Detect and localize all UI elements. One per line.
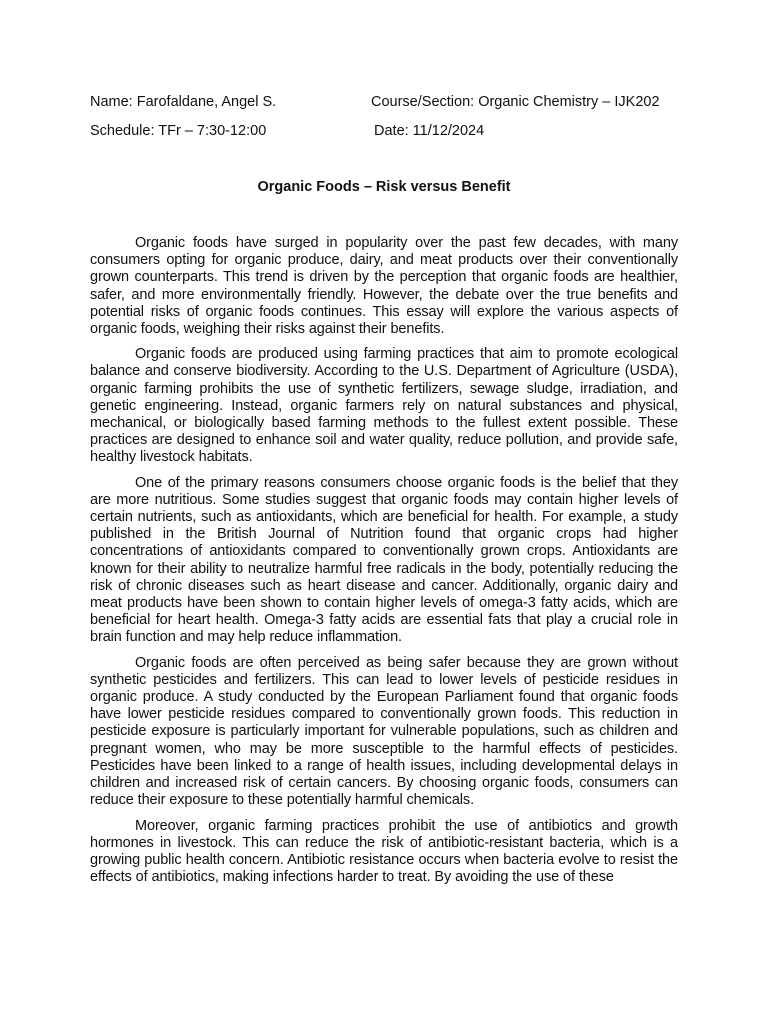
paragraph: Organic foods have surged in popularity over the past few decades, with many consumers opting for organic produce, dairy, and meat products over their conventionally grown counterparts. This trend is driven by the perception that organic foods are healthier, safer, and more environmentally friendly. However, the debate over the true benefits and potential risks of organic foods continues. This essay will explore the various aspects of organic foods, weighing their risks against their benefits. xyxy=(90,235,678,338)
header-row-2 xyxy=(90,121,690,141)
date: Date: 11/12/2024 xyxy=(374,123,485,139)
paragraph: Organic foods are produced using farming practices that aim to promote ecological balance and conserve biodiversity. According to the U.S. Department of Agriculture (USDA), organic farming prohibits the use of synthetic fertilizers, sewage sludge, irradiation, and genetic engineering. Instead, organic farmers rely on natural substances and physical, mechanical, or biologically based farming methods to the fullest extent possible. These practices are designed to enhance soil and water quality, reduce pollution, and provide safe, healthy livestock habitats. xyxy=(90,346,678,466)
student-name: Name: Farofaldane, Angel S. xyxy=(90,94,277,110)
course-section: Course/Section: Organic Chemistry – IJK202 xyxy=(371,94,660,110)
essay-title: Organic Foods – Risk versus Benefit xyxy=(257,179,511,195)
header-row-1 xyxy=(90,92,690,112)
essay-body xyxy=(90,235,678,894)
schedule: Schedule: TFr – 7:30-12:00 xyxy=(90,123,267,139)
paragraph: Organic foods are often perceived as being safer because they are grown without synthetic pesticides and fertilizers. This can lead to lower levels of pesticide residues in organic produce. A study conducted by the European Parliament found that organic foods have lower pesticide residues compared to conventionally grown foods. This reduction in pesticide exposure is particularly important for vulnerable populations, such as children and pregnant women, who may be more susceptible to the harmful effects of pesticides. Pesticides have been linked to a range of health issues, including developmental delays in children and increased risk of certain cancers. By choosing organic foods, consumers can reduce their exposure to these potentially harmful chemicals. xyxy=(90,654,678,809)
paragraph: Moreover, organic farming practices prohibit the use of antibiotics and growth hormones in livestock. This can reduce the risk of antibiotic-resistant bacteria, which is a growing public health concern. Antibiotic resistance occurs when bacteria evolve to resist the effects of antibiotics, making infections harder to treat. By avoiding the use of these xyxy=(90,817,678,886)
paragraph: One of the primary reasons consumers choose organic foods is the belief that they are more nutritious. Some studies suggest that organic foods may contain higher levels of certain nutrients, such as antioxidants, which are beneficial for health. For example, a study published in the British Journal of Nutrition found that organic crops had higher concentrations of antioxidants compared to conventionally grown crops. Antioxidants are known for their ability to neutralize harmful free radicals in the body, potentially reducing the risk of chronic diseases such as heart disease and cancer. Additionally, organic dairy and meat products have been shown to contain higher levels of omega-3 fatty acids, which are beneficial for heart health. Omega-3 fatty acids are essential fats that play a crucial role in brain function and may help reduce inflammation. xyxy=(90,474,678,646)
